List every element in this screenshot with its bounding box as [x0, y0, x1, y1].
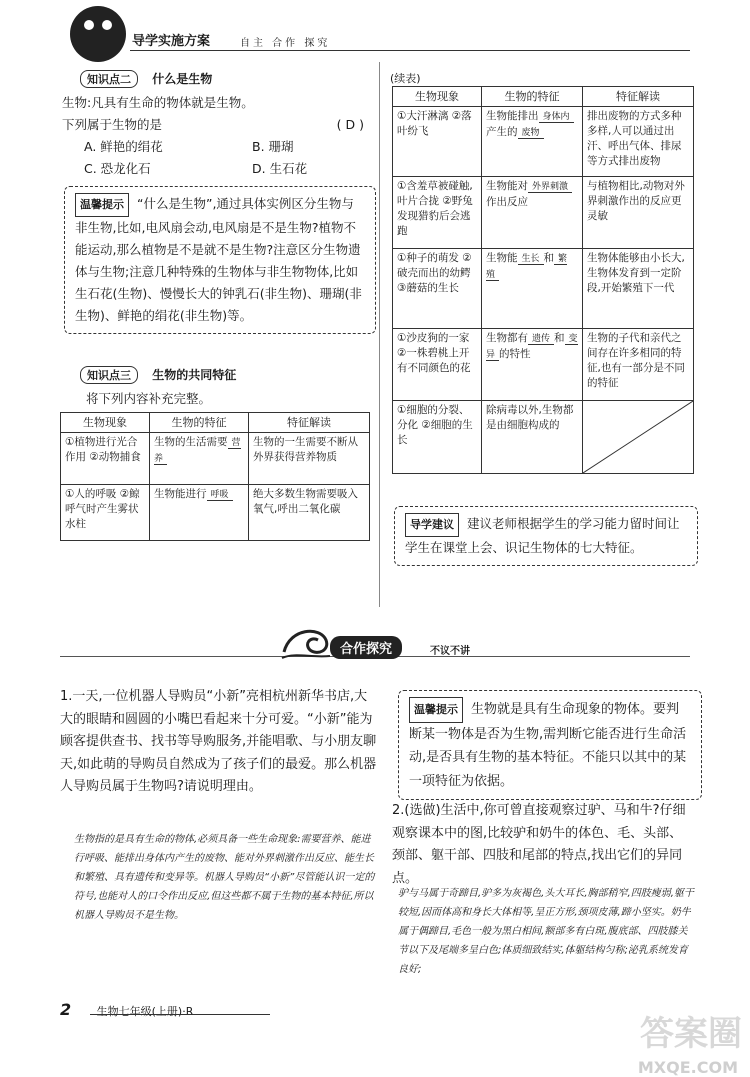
- watermark-logo: 答案圈: [640, 1014, 742, 1054]
- table-row: [393, 177, 694, 249]
- footer: [60, 1000, 193, 1019]
- cell-explain: 与植物相比,动物对外界刺激作出的反应更灵敏: [583, 177, 694, 249]
- blank-answer: 生长: [518, 254, 544, 265]
- cell-feature: 生物的生活需要 营养: [150, 433, 249, 485]
- blank-answer: 变异: [486, 334, 578, 360]
- blank-answer: 废物: [518, 128, 544, 139]
- header-rule: [130, 50, 690, 51]
- blank-answer: 身体内: [539, 112, 574, 123]
- mascot-logo: [70, 6, 126, 62]
- kp3-title: 生物的共同特征: [152, 368, 237, 382]
- cell-phenomenon: ①种子的萌发 ②破壳而出的幼鳄 ③蘑菇的生长: [393, 249, 482, 329]
- th-explain: 特征解读: [249, 413, 370, 433]
- q1-text: 1.一天,一位机器人导购员“小新”亮相杭州新华书店,大大的眼睛和圆圆的小嘴巴看起来十分可爱。“小新”能为顾客提供查书、找书等导购服务,并能唱歌、与小朋友聊天,如此萌的导购员自然成为了孩子们的最爱。那么机器人导购员属于生物吗?请说明理由。: [60, 689, 377, 794]
- th-phenomenon: 生物现象: [393, 87, 482, 107]
- blank-answer: 遗传: [528, 334, 554, 345]
- th-feature: 生物的特征: [150, 413, 249, 433]
- tip1-label: 温馨提示: [75, 193, 129, 217]
- cell-explain: 排出废物的方式多种多样,人可以通过出汗、呼出气体、排尿等方式排出废物: [583, 107, 694, 177]
- kp2-option-c: C. 恐龙化石: [84, 161, 151, 176]
- cell-explain: 绝大多数生物需要吸入氧气,呼出二氧化碳: [249, 485, 370, 541]
- cell-feature: 生物都有 遗传 和 变异 的特性: [482, 329, 583, 401]
- tip2-box: [398, 690, 702, 800]
- blank-answer: 营养: [154, 438, 241, 464]
- kp2-heading: [80, 70, 212, 88]
- cell-phenomenon: ①大汗淋漓 ②落叶纷飞: [393, 107, 482, 177]
- diagonal-strike: [583, 401, 693, 473]
- cell-explain: 生物体能够由小长大,生物体发育到一定阶段,开始繁殖下一代: [583, 249, 694, 329]
- guide-label: 导学建议: [405, 513, 459, 537]
- cell-explain-empty: [583, 401, 694, 474]
- watermark-url: MXQE.COM: [637, 1058, 738, 1077]
- cell-phenomenon: ①含羞草被碰触,叶片合拢 ②野兔发现猎豹后会逃跑: [393, 177, 482, 249]
- table-header-row: [393, 87, 694, 107]
- table-row: [393, 401, 694, 474]
- cell-feature: 生物能进行 呼吸: [150, 485, 249, 541]
- kp2-answer: ( D ): [336, 117, 364, 132]
- tip1-box: [64, 186, 376, 334]
- tip1-text: “什么是生物”,通过具体实例区分生物与非生物,比如,电风扇会动,电风扇是不是生物?植物不能运动,那么植物是不是就不是生物?注意区分生物遗体与生物;注意几种特殊的生物体与非生物物体,比如生石花(生物)、慢慢长大的钟乳石(非生物)、珊瑚(非生物)、鲜艳的绢花(非生物)等。: [75, 196, 362, 323]
- cell-phenomenon: ①人的呼吸 ②鲸呼气时产生雾状水柱: [61, 485, 150, 541]
- cell-feature: 除病毒以外,生物都是由细胞构成的: [482, 401, 583, 474]
- table-row: [393, 249, 694, 329]
- blank-answer: 繁殖: [486, 254, 568, 280]
- cell-phenomenon: ①细胞的分裂、分化 ②细胞的生长: [393, 401, 482, 474]
- tip2-label: 温馨提示: [409, 697, 463, 723]
- column-divider: [379, 62, 380, 607]
- kp3-badge: 知识点三: [80, 366, 138, 384]
- feature-table-2: [392, 86, 694, 474]
- kp2-option-b: B. 珊瑚: [252, 139, 294, 154]
- th-explain: 特征解读: [583, 87, 694, 107]
- feature-table-1: [60, 412, 370, 541]
- kp3-instruction: 将下列内容补充完整。: [86, 391, 212, 406]
- blank-answer: 呼吸: [207, 490, 233, 501]
- q1-answer: 生物指的是具有生命的物体,必须具备一些生命现象:需要营养、能进行呼吸、能排出身体内产生的废物、能对外界刺激作出反应、能生长和繁殖、具有遗传和变异等。机器人导购员“小新”尽管能认识一定的符号,也能对人的口令作出反应,但这些都不属于生物的基本特征,所以机器人导购员不是生物。: [74, 834, 375, 921]
- q2-text: 2.(选做)生活中,你可曾直接观察过驴、马和牛?仔细观察课本中的图,比较驴和奶牛的体色、毛、头部、颈部、躯干部、四肢和尾部的特点,找出它们的异同点。: [392, 803, 686, 886]
- cell-feature: 生物能排出 身体内产生的 废物: [482, 107, 583, 177]
- q2-answer: 驴与马属于奇蹄目,驴多为灰褐色,头大耳长,胸部稍窄,四肢瘦弱,躯干较短,因而体高和身长大体相等,呈正方形,颈项皮薄,蹄小坚实。奶牛属于偶蹄目,毛色一般为黑白相间,额部多有白斑,腹底部、四肢膝关节以下及尾端多呈白色;体质细致结实,体躯结构匀称;泌乳系统发育良好;: [398, 888, 694, 975]
- kp2-option-a: A. 鲜艳的绢花: [84, 139, 163, 154]
- table-header-row: [61, 413, 370, 433]
- guide-box: [394, 506, 698, 566]
- guide-text: 建议老师根据学生的学习能力留时间让学生在课堂上会、识记生物体的七大特征。: [405, 516, 680, 555]
- kp2-question: 下列属于生物的是 ( D ): [62, 114, 372, 136]
- cell-phenomenon: ①植物进行光合作用 ②动物捕食: [61, 433, 150, 485]
- blank-answer: 外界刺激: [528, 182, 572, 193]
- header-title: 导学实施方案: [132, 34, 211, 49]
- th-feature: 生物的特征: [482, 87, 583, 107]
- cell-explain: 生物的一生需要不断从外界获得营养物质: [249, 433, 370, 485]
- cell-explain: 生物的子代和亲代之间存在许多相同的特征,也有一部分是不同的特征: [583, 329, 694, 401]
- table-row: [61, 433, 370, 485]
- kp2-option-d: D. 生石花: [252, 161, 308, 176]
- cell-feature: 生物能 生长 和 繁殖: [482, 249, 583, 329]
- tip2-text: 生物就是具有生命现象的物体。要判断某一物体是否为生物,需判断它能否进行生命活动,是否具有生物的基本特征。不能只以其中的某一项特征为依据。: [409, 702, 687, 789]
- page-number: 2: [60, 1000, 72, 1019]
- kp2-title: 什么是生物: [152, 72, 213, 86]
- cell-phenomenon: ①沙皮狗的一家 ②一株碧桃上开有不同颜色的花: [393, 329, 482, 401]
- table2-caption: (续表): [390, 72, 421, 85]
- kp2-definition: 生物:凡具有生命的物体就是生物。: [62, 95, 254, 110]
- swirl-ornament-icon: [280, 622, 332, 662]
- table-row: [393, 107, 694, 177]
- table-row: [61, 485, 370, 541]
- kp2-badge: 知识点二: [80, 70, 138, 88]
- footer-rule: [90, 1014, 270, 1015]
- kp3-heading: [80, 366, 236, 384]
- table-row: [393, 329, 694, 401]
- coop-subtitle: 不议不讲: [430, 646, 470, 657]
- header-subtitle: 自主 合作 探究: [240, 38, 331, 49]
- coop-title: 合作探究: [330, 636, 402, 659]
- book-title: 生物七年级(上册)·R: [96, 1005, 194, 1018]
- th-phenomenon: 生物现象: [61, 413, 150, 433]
- cell-feature: 生物能对 外界刺激作出反应: [482, 177, 583, 249]
